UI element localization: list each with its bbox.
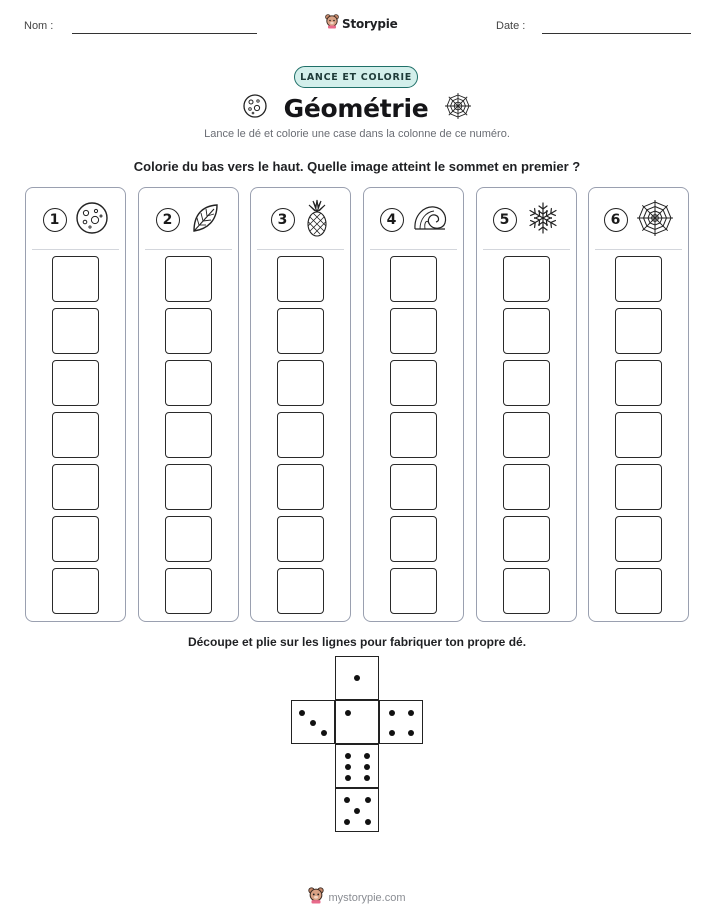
pip [408,730,414,736]
column-number: 1 [43,208,67,232]
die-face-1-top [335,656,379,700]
pip [321,730,327,736]
moon-icon [75,201,109,240]
die-face-5 [335,788,379,832]
pip [354,675,360,681]
page-title: Géométrie [283,94,429,123]
column-header [251,201,350,239]
color-cell[interactable] [390,308,437,354]
die-face-1-center [335,700,379,744]
color-cell[interactable] [390,412,437,458]
name-line [72,33,257,34]
die-instruction: Découpe et plie sur les lignes pour fabriquer ton propre dé. [187,635,527,649]
color-cell[interactable] [390,360,437,406]
bear-icon [325,13,339,34]
column-divider [257,249,344,250]
subtitle: Lance le dé et colorie une case dans la colonne de ce numéro. [204,128,510,140]
activity-badge: LANCE ET COLORIE [294,66,418,88]
color-cell[interactable] [277,464,324,510]
color-cell[interactable] [503,516,550,562]
color-cell[interactable] [165,412,212,458]
color-cell[interactable] [277,516,324,562]
color-cell[interactable] [390,516,437,562]
color-cell[interactable] [52,308,99,354]
spiderweb-icon [444,92,472,125]
color-cell[interactable] [165,308,212,354]
column-number: 5 [493,208,517,232]
color-cell[interactable] [503,464,550,510]
pip [354,808,360,814]
name-label: Nom : [24,20,54,32]
color-cell[interactable] [165,464,212,510]
color-cell[interactable] [503,308,550,354]
pip [344,797,350,803]
column-header [26,201,125,239]
die-face-3 [291,700,335,744]
column-4 [363,187,464,622]
color-cell[interactable] [503,256,550,302]
brand-name: Storypie [342,16,398,31]
title-row [0,92,714,125]
pip [364,753,370,759]
seashell-icon [412,203,448,238]
pip [310,720,316,726]
color-cell[interactable] [615,308,662,354]
color-cell[interactable] [277,256,324,302]
column-number: 2 [156,208,180,232]
pip [389,710,395,716]
bear-icon [308,886,324,909]
column-divider [32,249,119,250]
column-divider [483,249,570,250]
color-cell[interactable] [615,516,662,562]
date-line [542,33,691,34]
color-cell[interactable] [52,464,99,510]
color-cell[interactable] [277,412,324,458]
date-label: Date : [496,20,526,32]
pineapple-icon [303,199,331,242]
column-divider [370,249,457,250]
color-cell[interactable] [390,568,437,614]
color-cell[interactable] [277,308,324,354]
coloring-instruction: Colorie du bas vers le haut. Quelle image atteint le sommet en premier ? [133,159,581,174]
column-number: 3 [271,208,295,232]
column-6 [588,187,689,622]
color-cell[interactable] [52,360,99,406]
pip [365,797,371,803]
pip [345,753,351,759]
color-cell[interactable] [615,412,662,458]
spiderweb-icon [636,199,674,242]
color-cell[interactable] [615,256,662,302]
color-cell[interactable] [503,568,550,614]
pip [344,819,350,825]
leaf-icon [188,201,222,240]
color-cell[interactable] [165,256,212,302]
column-divider [595,249,682,250]
color-cell[interactable] [52,516,99,562]
color-cell[interactable] [52,412,99,458]
color-cell[interactable] [615,360,662,406]
color-cell[interactable] [277,568,324,614]
column-3 [250,187,351,622]
color-cell[interactable] [503,412,550,458]
column-header [139,201,238,239]
color-cell[interactable] [52,256,99,302]
pip [299,710,305,716]
column-header [589,201,688,239]
snowflake-icon [525,200,561,241]
footer [0,886,714,909]
color-cell[interactable] [165,516,212,562]
pip [364,775,370,781]
column-divider [145,249,232,250]
color-cell[interactable] [52,568,99,614]
brand-logo [325,13,398,34]
column-1 [25,187,126,622]
pip [345,775,351,781]
color-cell[interactable] [277,360,324,406]
column-number: 4 [380,208,404,232]
column-5 [476,187,577,622]
pip [365,819,371,825]
moon-icon [242,93,268,124]
footer-url[interactable]: mystorypie.com [328,891,406,904]
color-cell[interactable] [390,256,437,302]
die-face-6 [335,744,379,788]
color-cell[interactable] [615,568,662,614]
pip [364,764,370,770]
column-2 [138,187,239,622]
column-header [364,201,463,239]
color-cell[interactable] [503,360,550,406]
die-face-4 [379,700,423,744]
color-cell[interactable] [165,568,212,614]
pip [345,764,351,770]
column-number: 6 [604,208,628,232]
color-cell[interactable] [615,464,662,510]
pip [345,710,351,716]
pip [389,730,395,736]
color-cell[interactable] [165,360,212,406]
pip [408,710,414,716]
column-header [477,201,576,239]
color-cell[interactable] [390,464,437,510]
